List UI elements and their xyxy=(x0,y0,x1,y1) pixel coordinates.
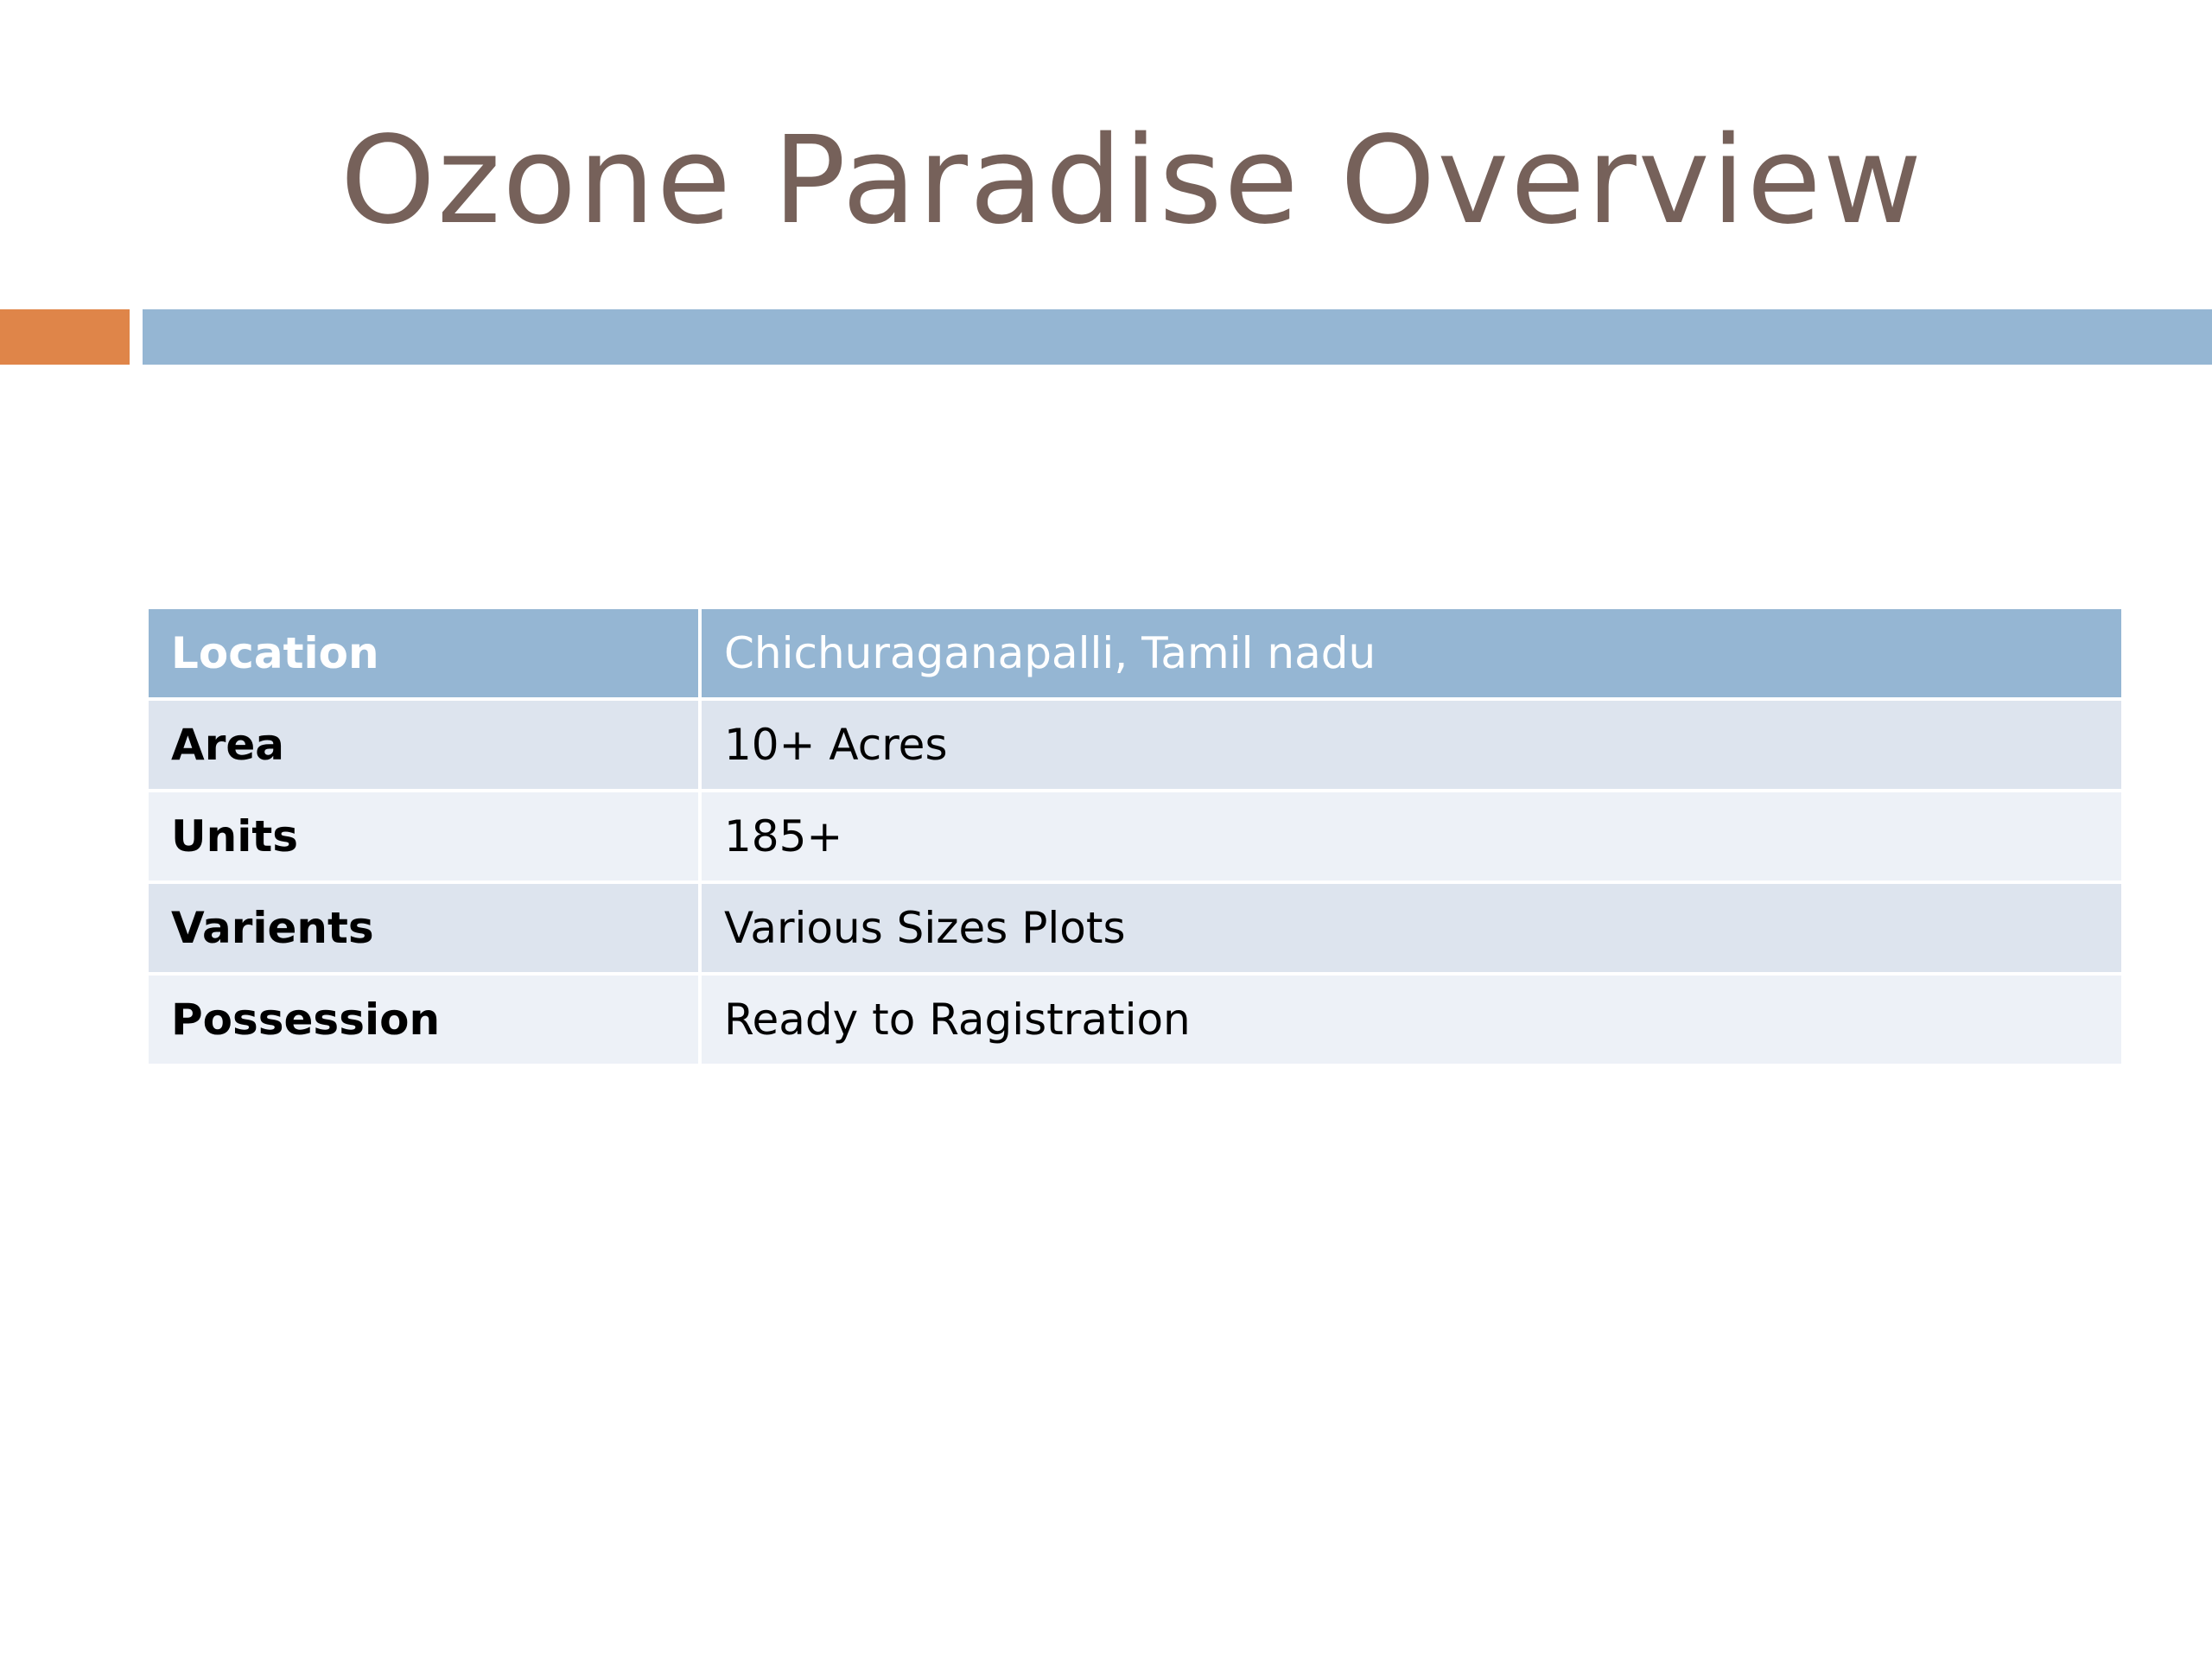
overview-table xyxy=(149,609,2121,1067)
row-label: Units xyxy=(149,791,700,882)
slide-title: Ozone Paradise Overview xyxy=(340,111,1924,251)
accent-orange-block xyxy=(0,309,130,365)
row-value: Ready to Ragistration xyxy=(700,974,2121,1065)
table-row-location xyxy=(149,609,2121,699)
row-label: Varients xyxy=(149,882,700,974)
row-value: 10+ Acres xyxy=(700,699,2121,791)
table-row-varients xyxy=(149,882,2121,974)
row-label: Location xyxy=(149,609,700,699)
row-label: Possession xyxy=(149,974,700,1065)
table-row-area xyxy=(149,699,2121,791)
row-value: 185+ xyxy=(700,791,2121,882)
table-row-possession xyxy=(149,974,2121,1065)
table-row-units xyxy=(149,791,2121,882)
row-value: Chichuraganapalli, Tamil nadu xyxy=(700,609,2121,699)
row-value: Various Sizes Plots xyxy=(700,882,2121,974)
row-label: Area xyxy=(149,699,700,791)
accent-blue-bar xyxy=(143,309,2212,365)
